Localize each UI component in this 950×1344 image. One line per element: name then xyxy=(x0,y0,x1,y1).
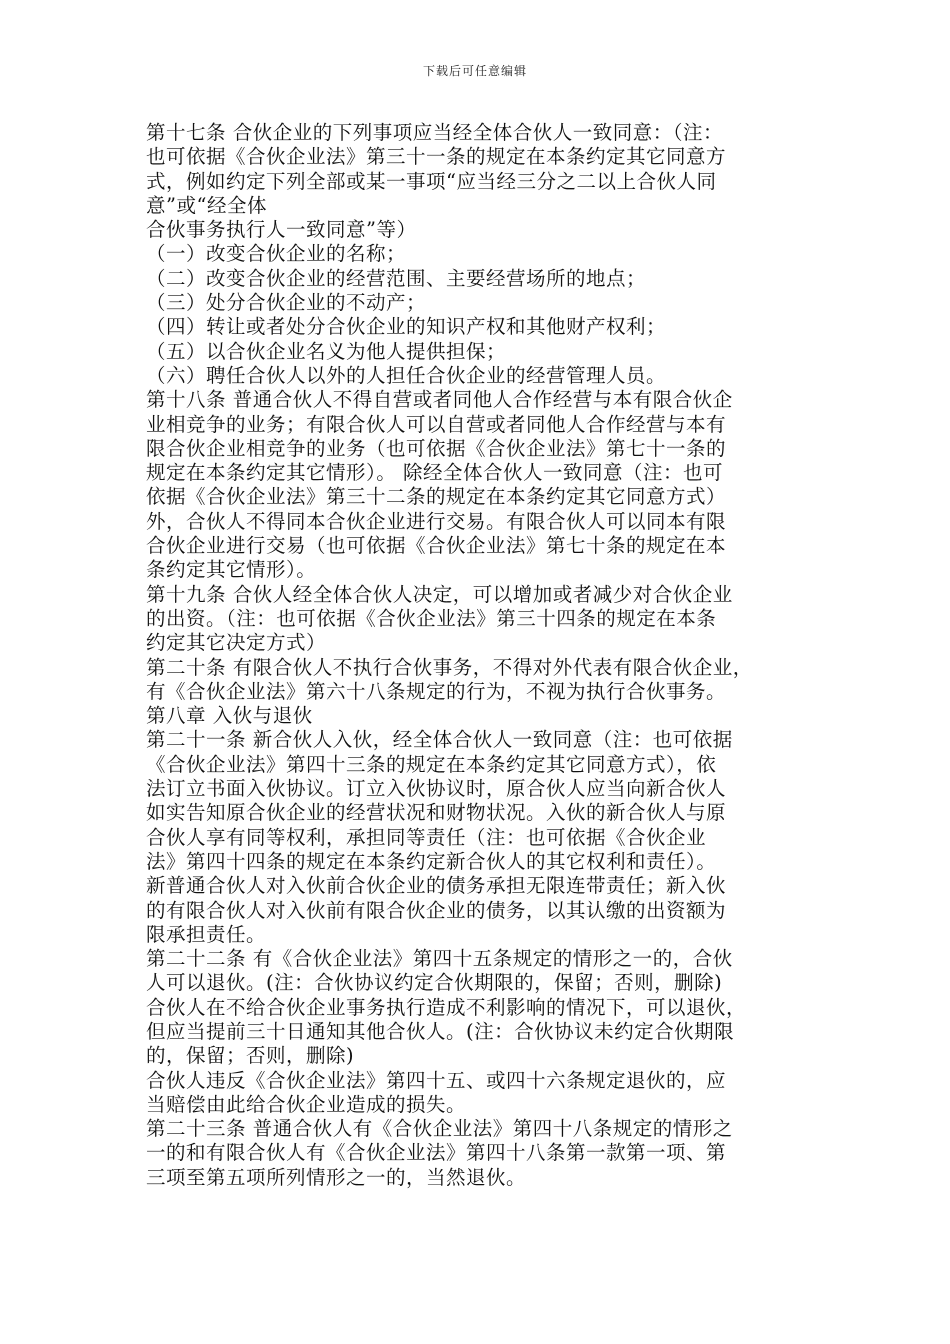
text-line: 合伙人违反《合伙企业法》第四十五、或四十六条规定退伙的，应 xyxy=(146,1068,727,1092)
text-line: 合伙人享有同等权利，承担同等责任（注：也可依据《合伙企业 xyxy=(146,825,707,849)
text-line: 也可依据《合伙企业法》第三十一条的规定在本条约定其它同意方 xyxy=(146,145,727,169)
text-line: 的有限合伙人对入伙前有限合伙企业的债务，以其认缴的出资额为 xyxy=(146,898,727,922)
text-line: 一的和有限合伙人有《合伙企业法》第四十八条第一款第一项、第 xyxy=(146,1141,727,1165)
text-line: 第十七条 合伙企业的下列事项应当经全体合伙人一致同意：（注： xyxy=(146,121,723,144)
text-line: （四）转让或者处分合伙企业的知识产权和其他财产权利； xyxy=(146,315,667,339)
text-line: 合伙人在不给合伙企业事务执行造成不利影响的情况下，可以退伙， xyxy=(146,995,747,1019)
text-line: 限承担责任。 xyxy=(146,922,267,946)
text-line: （一）改变合伙企业的名称； xyxy=(146,242,407,266)
text-line: （五）以合伙企业名义为他人提供担保； xyxy=(146,339,507,363)
text-line: 约定其它决定方式） xyxy=(146,631,327,655)
text-line: 有《合伙企业法》第六十八条规定的行为，不视为执行合伙事务。 xyxy=(146,679,727,703)
text-line: 当赔偿由此给合伙企业造成的损失。 xyxy=(146,1092,467,1116)
text-line: 意”或“经全体 xyxy=(146,193,267,217)
text-line: 的，保留；否则，删除) xyxy=(146,1044,355,1068)
text-line: 但应当提前三十日通知其他合伙人。(注：合伙协议未约定合伙期限 xyxy=(146,1019,735,1043)
text-line: 第二十条 有限合伙人不执行合伙事务，不得对外代表有限合伙企业， xyxy=(146,655,753,679)
text-line: 新普通合伙人对入伙前合伙企业的债务承担无限连带责任；新入伙 xyxy=(146,874,727,898)
text-line: 合伙事务执行人一致同意”等） xyxy=(146,218,417,242)
text-line: 第二十二条 有《合伙企业法》第四十五条规定的情形之一的，合伙 xyxy=(146,947,733,971)
text-line: 法订立书面入伙协议。订立入伙协议时，原合伙人应当向新合伙人 xyxy=(146,777,727,801)
text-line: 人可以退伙。(注：合伙协议约定合伙期限的，保留；否则，删除) xyxy=(146,971,723,995)
text-line: 如实告知原合伙企业的经营状况和财物状况。入伙的新合伙人与原 xyxy=(146,801,727,825)
text-line: 第十九条 合伙人经全体合伙人决定，可以增加或者减少对合伙企业 xyxy=(146,582,733,606)
text-line: 业相竞争的业务；有限合伙人可以自营或者同他人合作经营与本有 xyxy=(146,412,727,436)
text-line: 第二十三条 普通合伙人有《合伙企业法》第四十八条规定的情形之 xyxy=(146,1117,733,1141)
text-line: 《合伙企业法》第四十三条的规定在本条约定其它同意方式），依 xyxy=(146,752,717,776)
text-line: 条约定其它情形）。 xyxy=(146,558,317,582)
text-line: 限合伙企业相竞争的业务（也可依据《合伙企业法》第七十一条的 xyxy=(146,436,727,460)
text-line: 的出资。（注：也可依据《合伙企业法》第三十四条的规定在本条 xyxy=(146,606,717,630)
text-line: 第二十一条 新合伙人入伙，经全体合伙人一致同意（注：也可依据 xyxy=(146,728,733,752)
text-line: 第八章 入伙与退伙 xyxy=(146,704,313,728)
text-line: （二）改变合伙企业的经营范围、主要经营场所的地点； xyxy=(146,266,647,290)
text-line: 合伙企业进行交易（也可依据《合伙企业法》第七十条的规定在本 xyxy=(146,534,727,558)
text-line: 法》第四十四条的规定在本条约定新合伙人的其它权利和责任）。 xyxy=(146,849,717,873)
text-line: 外，合伙人不得同本合伙企业进行交易。有限合伙人可以同本有限 xyxy=(146,509,727,533)
page-header: 下载后可任意编辑 xyxy=(422,64,527,78)
text-line: 规定在本条约定其它情形）。 除经全体合伙人一致同意（注：也可 xyxy=(146,461,723,485)
document-body xyxy=(146,121,818,1190)
text-line: 依据《合伙企业法》第三十二条的规定在本条约定其它同意方式） xyxy=(146,485,727,509)
text-line: 三项至第五项所列情形之一的，当然退伙。 xyxy=(146,1165,527,1189)
text-line: 第十八条 普通合伙人不得自营或者同他人合作经营与本有限合伙企 xyxy=(146,388,733,412)
text-line: 式，例如约定下列全部或某一事项“应当经三分之二以上合伙人同 xyxy=(146,169,717,193)
text-line: （三）处分合伙企业的不动产； xyxy=(146,291,427,315)
text-line: （六）聘任合伙人以外的人担任合伙企业的经营管理人员。 xyxy=(146,363,667,387)
